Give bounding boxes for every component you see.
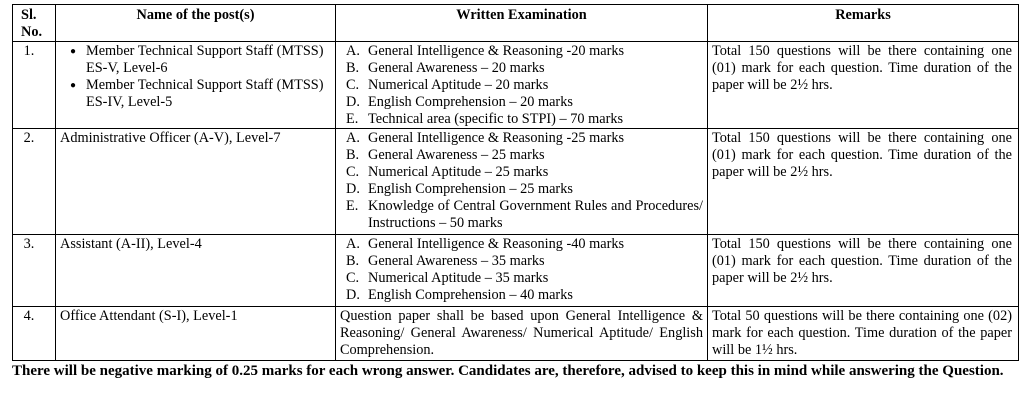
exam-item: C. Numerical Aptitude – 20 marks [346, 77, 549, 93]
post-list-item: ● Member Technical Support Staff (MTSS) ES-V, Level-6 [70, 43, 331, 77]
row-written-exam [336, 235, 708, 307]
table-row [13, 42, 1019, 129]
row-post-name: Assistant (A-II), Level-4 [56, 235, 336, 307]
table-row [13, 129, 1019, 235]
exam-item: B. General Awareness – 35 marks [346, 253, 545, 269]
table-row [13, 235, 1019, 307]
negative-marking-note: There will be negative marking of 0.25 marks for each wrong answer. Candidates are, therefore, advised to keep this in mind while answering the Question. [12, 363, 1004, 379]
row-post-name: Office Attendant (S-I), Level-1 [56, 307, 336, 361]
cropped-top-text [12, 0, 212, 3]
exam-item: D. English Comprehension – 25 marks [346, 181, 573, 197]
exam-item: D. English Comprehension – 20 marks [346, 94, 573, 110]
exam-scheme-table [12, 4, 1019, 361]
row-remarks: Total 150 questions will be there containing one (01) mark for each question. Time duration of the paper will be 2½ hrs. [708, 129, 1019, 235]
row-remarks: Total 150 questions will be there containing one (01) mark for each question. Time duration of the paper will be 2½ hrs. [708, 235, 1019, 307]
exam-item: E. Technical area (specific to STPI) – 70 marks [346, 111, 624, 127]
exam-item: C. Numerical Aptitude – 25 marks [346, 164, 549, 180]
row-sl-no: 2. [13, 129, 56, 235]
row-sl-no: 4. [13, 307, 56, 361]
exam-item: A. General Intelligence & Reasoning -25 marks [346, 130, 625, 146]
table-row [13, 307, 1019, 361]
header-sl-no: Sl. No. [13, 5, 56, 42]
exam-item: E. Knowledge of Central Government Rules and Procedures/ Instructions – 50 marks [346, 198, 703, 231]
header-remarks: Remarks [708, 5, 1019, 42]
row-written-exam: Question paper shall be based upon General Intelligence & Reasoning/ General Awareness/ Numerical Aptitude/ English Comprehension. [336, 307, 708, 361]
exam-item: B. General Awareness – 20 marks [346, 60, 545, 76]
row-written-exam [336, 42, 708, 129]
exam-item: A. General Intelligence & Reasoning -20 marks [346, 43, 625, 59]
header-post-name: Name of the post(s) [56, 5, 336, 42]
row-sl-no: 1. [13, 42, 56, 129]
header-written-exam: Written Examination [336, 5, 708, 42]
row-remarks: Total 50 questions will be there containing one (02) mark for each question. Time duration of the paper will be 1½ hrs. [708, 307, 1019, 361]
row-post-name [56, 42, 336, 129]
row-remarks: Total 150 questions will be there containing one (01) mark for each question. Time duration of the paper will be 2½ hrs. [708, 42, 1019, 129]
row-written-exam [336, 129, 708, 235]
exam-item: D. English Comprehension – 40 marks [346, 287, 573, 303]
exam-item: B. General Awareness – 25 marks [346, 147, 545, 163]
exam-item: A. General Intelligence & Reasoning -40 marks [346, 236, 625, 252]
row-sl-no: 3. [13, 235, 56, 307]
exam-item: C. Numerical Aptitude – 35 marks [346, 270, 549, 286]
row-post-name: Administrative Officer (A-V), Level-7 [56, 129, 336, 235]
post-list-item: ● Member Technical Support Staff (MTSS) ES-IV, Level-5 [70, 77, 331, 111]
table-header-row [13, 5, 1019, 42]
